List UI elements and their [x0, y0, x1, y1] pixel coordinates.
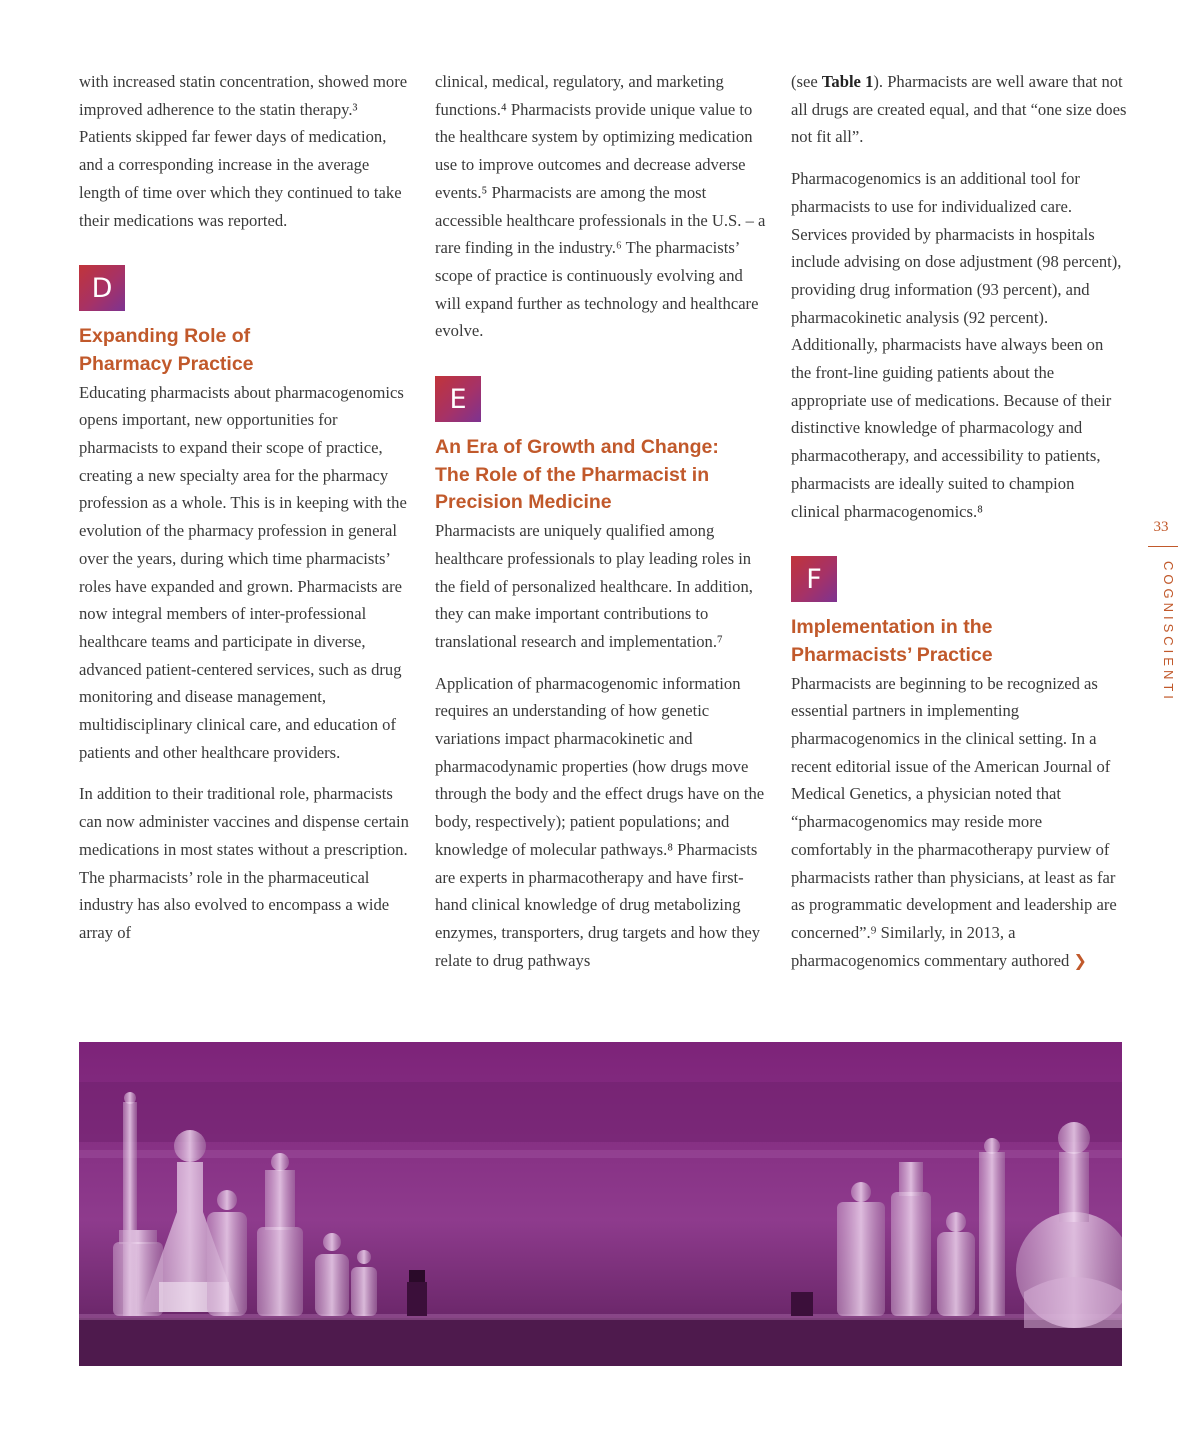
paragraph: Educating pharmacists about pharmacogenomics opens important, new opportunities for pharmacists to expand their scope of practice, creating a new specialty area for the pharmacy profession as a whole. This is in keeping with the evolution of the pharmacy profession in general over the years, during which time pharmacists’ roles have expanded and grown. Pharmacists are now integral members of inter-professional healthcare teams and participate in diverse, advanced patient-centered services, such as drug monitoring and disease management, multidisciplinary clinical care, and education of patients and other healthcare providers. — [79, 382, 407, 762]
column-1 — [79, 68, 409, 947]
paragraph — [791, 670, 1127, 975]
heading-line: Implementation in the — [791, 616, 993, 639]
section-badge-e: E — [435, 376, 481, 422]
paragraph: In addition to their traditional role, pharmacists can now administer vaccines and dispense certain medications in most states without a prescription. The pharmacists’ role in the pharmaceutical industry has also evolved to encompass a wide array of — [79, 784, 409, 942]
paragraph: Application of pharmacogenomic information requires an understanding of how genetic variations impact pharmacokinetic and pharmacodynamic properties (how drugs move through the body and the effect drugs have on the body, respectively); patient populations; and knowledge of molecular pathways.⁸ Pharmacists are experts in pharmacotherapy and have first-hand clinical knowledge of drug metabolizing enzymes, transporters, drug targets and how they relate to drug pathways — [435, 673, 765, 970]
running-title: COGNISCIENTI — [1161, 561, 1176, 703]
section-heading — [435, 434, 771, 517]
apothecary-bottles-photo — [79, 1042, 1122, 1366]
folio-divider — [1148, 546, 1178, 547]
heading-line: The Role of the Pharmacist in — [435, 463, 710, 486]
table-reference: Table 1 — [821, 72, 874, 91]
paragraph — [791, 68, 1127, 151]
heading-line: Pharmacy Practice — [79, 352, 254, 375]
heading-line: Pharmacists’ Practice — [791, 643, 993, 666]
chevron-right-icon: ❯ — [1073, 950, 1087, 970]
paragraph: Pharmacogenomics is an additional tool for pharmacists to use for individualized care. Services provided by pharmacists in hospitals include advising on dose adjustment (98 percent), providing drug information (93 percent), and pharmacokinetic analysis (92 percent). Additionally, pharmacists have always been on the front-line guiding patients about the appropriate use of medications. Because of their distinctive knowledge of pharmacology and pharmacotherapy, and accessibility to patients, pharmacists are ideally suited to champion clinical pharmacogenomics.⁸ — [791, 169, 1122, 521]
paragraph: with increased statin concentration, showed more improved adherence to the statin therapy.³ Patients skipped far fewer days of medication, and a corresponding increase in the average length of time over which they continued to take their medications was reported. — [79, 72, 408, 230]
heading-line: Precision Medicine — [435, 491, 612, 514]
text-run: ). Pharmacists are well aware that not all drugs are created equal, and that “one size does not fit all”. — [791, 72, 1127, 147]
section-badge-d: D — [79, 265, 125, 311]
section-heading — [79, 323, 409, 378]
heading-line: Expanding Role of — [79, 325, 251, 348]
text-run: (see — [791, 72, 822, 91]
section-badge-f: F — [791, 556, 837, 602]
heading-line: An Era of Growth and Change: — [435, 436, 719, 459]
section-heading — [791, 614, 1127, 669]
text-run: Pharmacists are beginning to be recognized as essential partners in implementing pharmacogenomics in the clinical setting. In a recent editorial issue of the American Journal of Medical Genetics, a physician noted that “pharmacogenomics may reside more comfortably in the pharmacotherapy purview of pharmacists rather than physicians, at least as far as programmatic development and leadership are concerned”.⁹ Similarly, in 2013, a pharmacogenomics commentary authored — [791, 673, 1117, 970]
column-3 — [791, 68, 1127, 974]
column-2 — [435, 68, 771, 974]
page-number: 33 — [1153, 519, 1169, 535]
paragraph: Pharmacists are uniquely qualified among healthcare professionals to play leading roles in the field of personalized healthcare. In addition, they can make important contributions to translational research and implementation.⁷ — [435, 521, 753, 651]
paragraph: clinical, medical, regulatory, and marketing functions.⁴ Pharmacists provide unique value to the healthcare system by optimizing medication use to improve outcomes and decrease adverse events.⁵ Pharmacists are among the most accessible healthcare professionals in the U.S. – a rare finding in the industry.⁶ The pharmacists’ scope of practice is continuously evolving and will expand further as technology and healthcare evolve. — [435, 72, 766, 341]
